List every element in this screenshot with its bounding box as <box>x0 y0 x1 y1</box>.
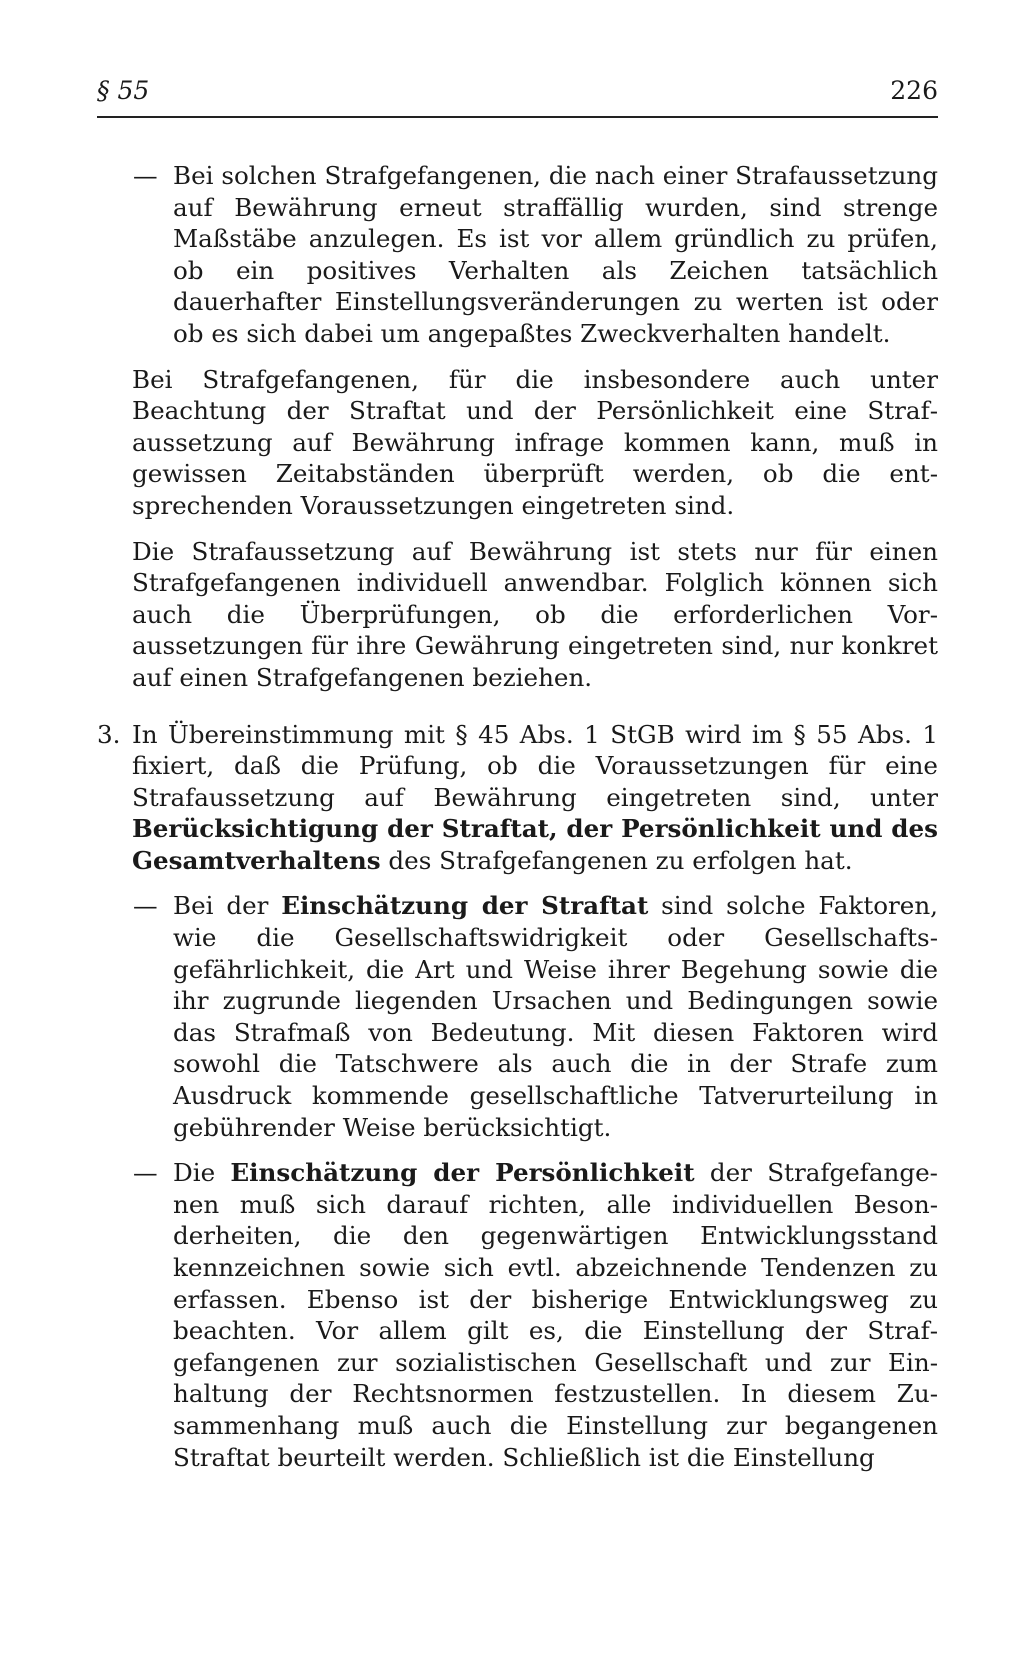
page-number: 226 <box>890 76 938 105</box>
numbered-item-3 <box>97 719 938 877</box>
body-text <box>97 160 938 1473</box>
section-reference: § 55 <box>97 76 150 105</box>
bullet-text-bold: Einschätzung der Straftat <box>281 891 649 921</box>
bullet-item-personality-assessment <box>97 1157 938 1473</box>
bullet-text-before: Bei der <box>173 891 282 921</box>
em-dash-bullet: — <box>133 891 158 921</box>
paragraph-periodic-review: Bei Strafgefangenen, für die insbesondere auch unter Beachtung der Straftat und der Persönlichkeit eine Strafaussetzung auf Bewährung infrage kommen kann, muß in gewissen Zeitabständen überprüft werden, ob die entsprechenden Voraussetzungen eingetreten sind. <box>132 364 938 520</box>
item-text-after: des Strafgefangenen zu erfolgen hat. <box>380 845 853 875</box>
bullet-text-bold: Einschätzung der Persönlichkeit <box>230 1158 695 1188</box>
em-dash-bullet: — <box>133 1158 158 1188</box>
paragraph-individual-application: Die Strafaussetzung auf Bewährung ist stets nur für einen Strafgefangenen individuell anwendbar. Folglich können sich auch die Überprüfungen, ob die erforderlichen Voraussetzungen für ihre Gewährung eingetreten sind, nur konkret auf einen Strafgefangenen beziehen. <box>132 536 938 692</box>
item-text-bold: Berücksichtigung der Straftat, der Persönlichkeit und des Gesamtverhaltens <box>132 814 938 875</box>
em-dash-bullet: — <box>133 161 158 190</box>
bullet-item-offense-assessment <box>97 890 938 1143</box>
page-header <box>97 76 938 118</box>
bullet-text: Bei solchen Strafgefangenen, die nach einer Strafaussetzung auf Bewährung erneut straffällig wurden, sind strenge Maßstäbe anzulegen. Es ist vor allem gründlich zu prüfen, ob ein positives Verhalten als Zeichen tatsächlich dauerhafter Einstellungsveränderungen zu werten ist oder ob es sich dabei um angepaßtes Zweckverhalten handelt. <box>173 161 938 348</box>
item-number: 3. <box>97 719 121 749</box>
item-text-before: In Übereinstimmung mit § 45 Abs. 1 StGB wird im § 55 Abs. 1 fixiert, daß die Prüfung, ob die Voraussetzungen für eine Strafaussetzung auf Bewährung eingetreten sind, unter <box>132 719 938 812</box>
bullet-text-after: der Strafgefangenen muß sich darauf richten, alle individuellen Besonderheiten, die den gegenwärtigen Entwicklungsstand kennzeichnen sowie sich evtl. abzeichnende Tendenzen zu erfassen. Ebenso ist der bisherige Entwicklungsweg zu beachten. Vor allem gilt es, die Einstellung der Strafgefangenen zur sozialistischen Gesellschaft und zur Einhaltung der Rechtsnormen festzustellen. In diesem Zusammenhang muß auch die Einstellung zur begangenen Straftat beurteilt werden. Schließlich ist die Einstellung <box>173 1158 938 1472</box>
bullet-text-before: Die <box>173 1158 231 1188</box>
bullet-item-reoffenders <box>97 160 938 350</box>
bullet-text-after: sind solche Faktoren, wie die Gesellschaftswidrigkeit oder Gesellschaftsgefährlichkeit, die Art und Weise ihrer Begehung sowie die ihr zugrunde liegenden Ursachen und Bedingungen sowie das Strafmaß von Bedeutung. Mit diesen Faktoren wird sowohl die Tatschwere als auch die in der Strafe zum Ausdruck kommende gesellschaftliche Tatverurteilung in gebührender Weise berücksichtigt. <box>173 891 938 1142</box>
